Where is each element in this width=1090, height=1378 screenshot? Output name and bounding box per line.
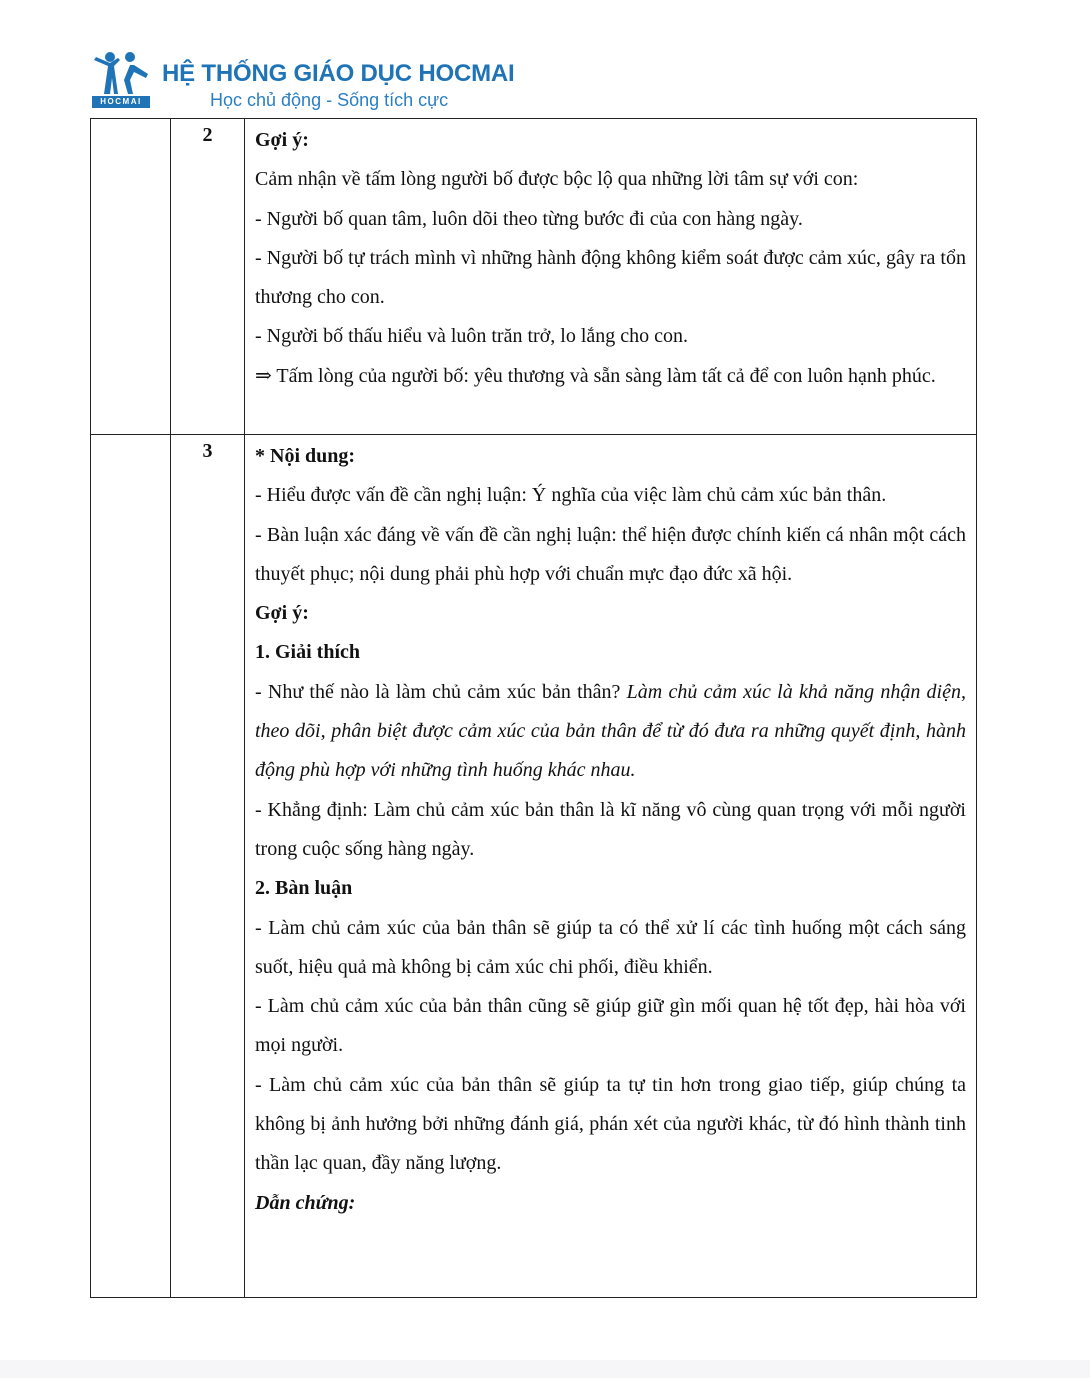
paragraph: - Người bố thấu hiểu và luôn trăn trở, lo lắng cho con. <box>255 325 689 348</box>
paragraph: - Người bố tự trách mình vì những hành động không kiểm soát được cảm xúc, gây ra tổn thương cho con. <box>255 246 966 309</box>
paragraph: - Làm chủ cảm xúc của bản thân cũng sẽ giúp giữ gìn mối quan hệ tốt đẹp, hài hòa với mọi người. <box>255 995 966 1057</box>
definition-italic: Làm chủ cảm xúc là khả năng nhận diện, theo dõi, phân biệt được cảm xúc của bản thân để từ đó đưa ra những quyết định, hành động phù hợp với những tình huống khác nhau. <box>255 680 966 782</box>
paragraph: ⇒ Tấm lòng của người bố: yêu thương và sẵn sàng làm tất cả để con luôn hạnh phúc. <box>255 364 936 387</box>
table-row <box>91 435 977 1298</box>
content-heading: * Nội dung: <box>255 445 356 467</box>
answer-table <box>90 118 977 1298</box>
paragraph: - Người bố quan tâm, luôn dõi theo từng bước đi của con hàng ngày. <box>255 207 803 230</box>
paragraph: - Khẳng định: Làm chủ cảm xúc bản thân là kĩ năng vô cùng quan trọng với mỗi người trong cuộc sống hàng ngày. <box>255 798 966 860</box>
logo-band: HOCMAI <box>92 96 150 108</box>
paragraph: - Làm chủ cảm xúc của bản thân sẽ giúp ta tự tin hơn trong giao tiếp, giúp chúng ta không bị ảnh hưởng bởi những đánh giá, phán xét của người khác, từ đó hình thành tinh thần lạc quan, đầy năng lượng. <box>255 1073 966 1175</box>
hint-heading: Gợi ý: <box>255 602 309 625</box>
paragraph-text: - Như thế nào là làm chủ cảm xúc bản thân? <box>255 680 627 703</box>
paragraph <box>255 673 966 791</box>
brand-title: HỆ THỐNG GIÁO DỤC HOCMAI <box>162 60 515 87</box>
answer-cell <box>245 435 977 1298</box>
table-row <box>91 119 977 435</box>
hocmai-logo <box>90 50 152 110</box>
brand-slogan: Học chủ động - Sống tích cực <box>210 90 449 110</box>
answer-cell <box>245 119 977 435</box>
question-number: 3 <box>171 435 245 1298</box>
paragraph: - Bàn luận xác đáng về vấn đề cần nghị luận: thể hiện được chính kiến cá nhân một cách thuyết phục; nội dung phải phù hợp với chuẩn mực đạo đức xã hội. <box>255 523 966 585</box>
paragraph: Cảm nhận về tấm lòng người bố được bộc lộ qua những lời tâm sự với con: <box>255 168 859 191</box>
part-cell <box>91 435 171 1298</box>
document-header <box>90 50 610 114</box>
people-logo-icon <box>90 50 152 98</box>
part-cell <box>91 119 171 435</box>
hint-heading: Gợi ý: <box>255 129 309 151</box>
paragraph: - Làm chủ cảm xúc của bản thân sẽ giúp ta có thể xử lí các tình huống một cách sáng suốt, hiệu quả mà không bị cảm xúc chi phối, điều khiển. <box>255 916 966 978</box>
page-bottom-strip <box>0 1360 1090 1378</box>
question-number: 2 <box>171 119 245 435</box>
paragraph: - Hiểu được vấn đề cần nghị luận: Ý nghĩa của việc làm chủ cảm xúc bản thân. <box>255 484 887 507</box>
section-heading: 1. Giải thích <box>255 641 361 664</box>
evidence-heading: Dẫn chứng: <box>255 1191 356 1214</box>
section-heading: 2. Bàn luận <box>255 877 353 900</box>
